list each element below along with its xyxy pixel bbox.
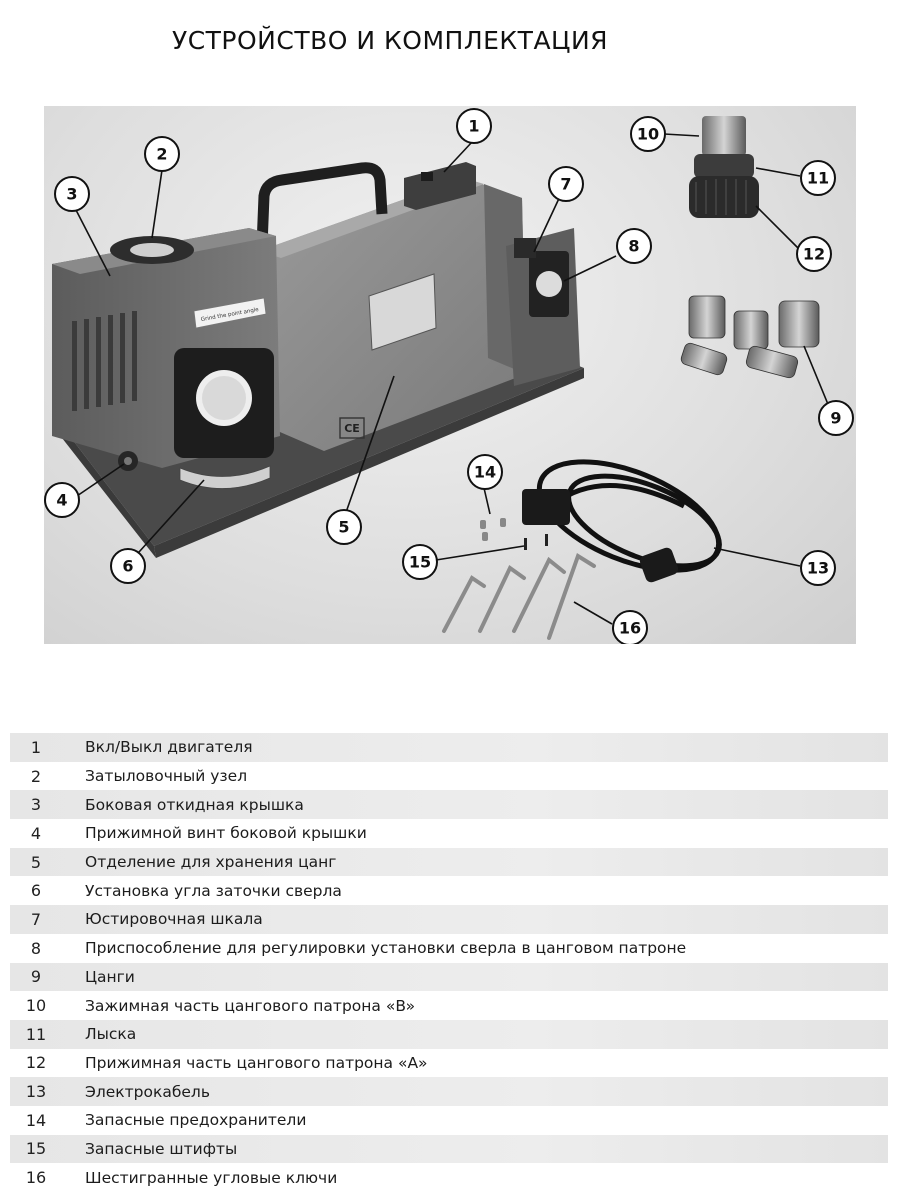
callout-15 [403, 545, 437, 579]
parts-row [10, 1077, 888, 1106]
part-name: Запасные предохранители [85, 1111, 307, 1130]
callout-9 [819, 401, 853, 435]
part-name: Боковая откидная крышка [85, 795, 304, 814]
svg-text:CE: CE [344, 422, 360, 435]
part-number: 3 [30, 795, 42, 815]
part-number: 12 [25, 1053, 47, 1073]
svg-text:5: 5 [338, 517, 350, 537]
callout-12 [797, 237, 831, 271]
part-number: 9 [30, 967, 42, 987]
svg-text:14: 14 [473, 462, 497, 482]
part-number: 14 [25, 1110, 47, 1130]
power-switch[interactable] [421, 172, 433, 181]
part-name: Электрокабель [85, 1082, 210, 1101]
parts-row [10, 934, 888, 963]
callout-10 [631, 117, 665, 151]
part-number: 11 [25, 1024, 47, 1044]
cable-plug [638, 546, 680, 584]
part-number: 2 [30, 766, 42, 786]
part-name: Лыска [85, 1025, 137, 1044]
callout-8 [617, 229, 651, 263]
svg-text:4: 4 [56, 490, 68, 510]
part-number: 1 [30, 737, 42, 757]
part-number: 10 [25, 996, 47, 1016]
parts-row [10, 733, 888, 762]
callout-3 [55, 177, 89, 211]
part-name: Шестигранные угловые ключи [85, 1168, 338, 1187]
svg-text:16: 16 [618, 618, 642, 638]
part-name: Запасные штифты [85, 1139, 238, 1158]
part-number: 6 [30, 881, 42, 901]
svg-text:8: 8 [628, 236, 640, 256]
callout-16 [613, 611, 647, 644]
svg-text:13: 13 [806, 558, 830, 578]
parts-row [10, 819, 888, 848]
svg-text:Grind the point angle: Grind the point angle [200, 306, 260, 324]
parts-row [10, 1163, 888, 1192]
part-number: 15 [25, 1139, 47, 1159]
product-photo [44, 106, 856, 644]
callout-11 [801, 161, 835, 195]
part-name: Юстировочная шкала [85, 910, 263, 929]
part-number: 8 [30, 938, 42, 958]
svg-text:7: 7 [560, 174, 572, 194]
svg-text:11: 11 [806, 168, 830, 188]
parts-row [10, 905, 888, 934]
parts-row [10, 963, 888, 992]
svg-text:15: 15 [408, 552, 432, 572]
parts-row [10, 848, 888, 877]
spare-pins [524, 534, 548, 550]
parts-row [10, 991, 888, 1020]
collets [680, 296, 819, 379]
part-name: Отделение для хранения цанг [85, 853, 337, 872]
callout-13 [801, 551, 835, 585]
part-number: 16 [25, 1168, 47, 1188]
part-number: 7 [30, 909, 42, 929]
svg-text:2: 2 [156, 144, 168, 164]
collet-chuck [689, 116, 759, 218]
callout-2 [145, 137, 179, 171]
parts-row [10, 876, 888, 905]
page-title: УСТРОЙСТВО И КОМПЛЕКТАЦИЯ [171, 26, 609, 55]
parts-row [10, 1106, 888, 1135]
part-name: Прижимная часть цангового патрона «А» [85, 1053, 428, 1072]
part-name: Затыловочный узел [85, 767, 248, 786]
spare-fuses [480, 518, 506, 541]
parts-row [10, 762, 888, 791]
svg-text:6: 6 [122, 556, 134, 576]
callout-6 [111, 549, 145, 583]
svg-text:3: 3 [66, 184, 78, 204]
part-number: 5 [30, 852, 42, 872]
part-name: Цанги [85, 967, 135, 986]
svg-text:10: 10 [636, 124, 660, 144]
part-name: Зажимная часть цангового патрона «B» [85, 996, 416, 1015]
part-name: Вкл/Выкл двигателя [85, 738, 253, 757]
callout-5 [327, 510, 361, 544]
device-illustration [44, 106, 856, 644]
part-name: Прижимной винт боковой крышки [85, 824, 367, 843]
parts-list [10, 733, 888, 1192]
svg-text:12: 12 [802, 244, 826, 264]
part-name: Установка угла заточки сверла [85, 881, 342, 900]
callout-4 [45, 483, 79, 517]
part-number: 4 [30, 823, 42, 843]
parts-row [10, 1049, 888, 1078]
callout-1 [457, 109, 491, 143]
part-number: 13 [25, 1082, 47, 1102]
callout-14 [468, 455, 502, 489]
svg-text:9: 9 [830, 408, 842, 428]
callout-7 [549, 167, 583, 201]
parts-row [10, 1135, 888, 1164]
hex-keys [444, 556, 594, 638]
parts-row [10, 1020, 888, 1049]
cable-connector [522, 489, 570, 525]
parts-row [10, 790, 888, 819]
svg-text:1: 1 [468, 116, 480, 136]
part-name: Приспособление для регулировки установки сверла в цанговом патроне [85, 939, 687, 958]
